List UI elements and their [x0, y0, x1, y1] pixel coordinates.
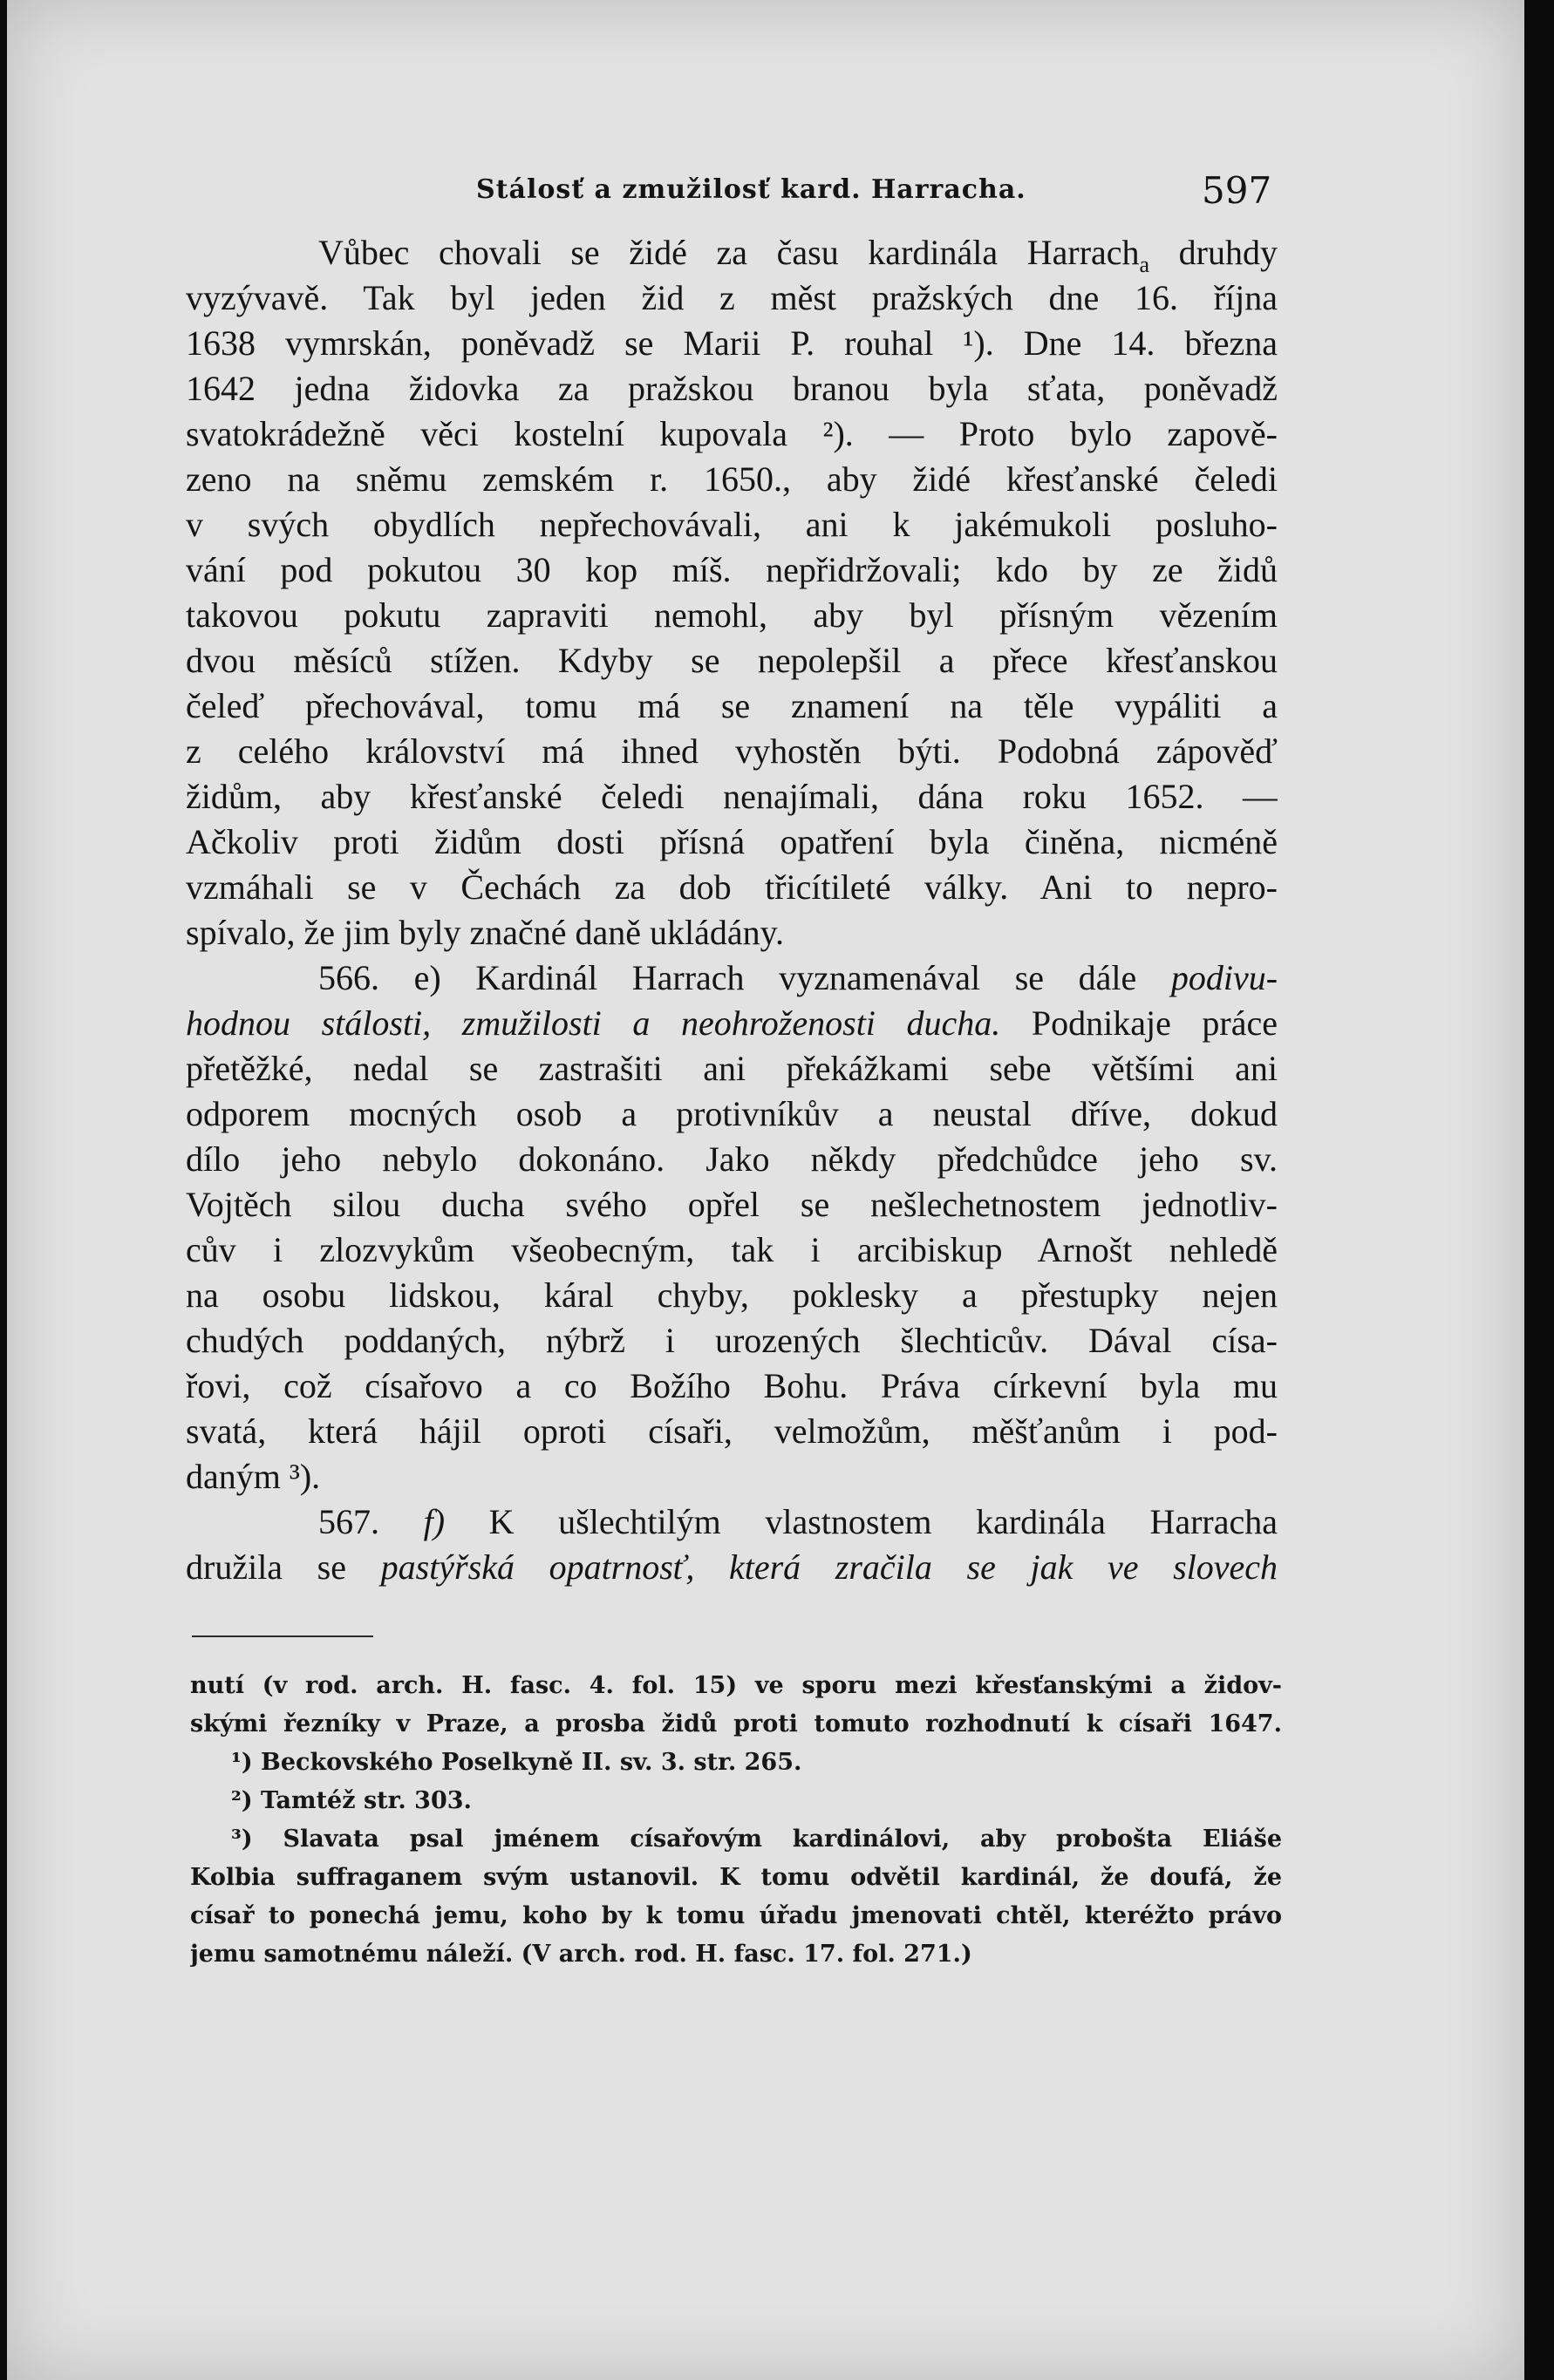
text-line: 1638 vymrskán, poněvadž se Marii P. rouhal ¹). Dne 14. března: [186, 323, 1278, 363]
book-page: [7, 0, 1524, 2380]
text-line: z celého království má ihned vyhostěn býti. Podobná zápověď: [186, 731, 1278, 771]
text-line: vzmáhali se v Čechách za dob třicítileté války. Ani to nepro-: [186, 867, 1278, 907]
text-line: cův i zlozvykům všeobecným, tak i arcibiskup Arnošt nehledě: [186, 1230, 1278, 1269]
text-line: na osobu lidskou, káral chyby, poklesky a přestupky nejen: [186, 1275, 1278, 1315]
footnote-line: Kolbia suffraganem svým ustanovil. K tomu odvětil kardinál, že doufá, že: [190, 1864, 1282, 1891]
page-number: 597: [1202, 169, 1272, 212]
footnote-line: ²) Tamtéž str. 303.: [231, 1787, 472, 1814]
body-text: [186, 230, 1278, 1590]
text-line: vání pod pokutou 30 kop míš. nepřidržovali; kdo by ze židů: [186, 550, 1278, 589]
footnote-line: nutí (v rod. arch. H. fasc. 4. fol. 15) ve sporu mezi křesťanskými a židov-: [190, 1672, 1282, 1699]
text-line: svatá, která hájil oproti císaři, velmožům, měšťanům i pod-: [186, 1411, 1278, 1451]
text-line: takovou pokutu zapraviti nemohl, aby byl přísným vězením: [186, 595, 1278, 635]
text-line: 567. f) K ušlechtilým vlastnostem kardinála Harracha: [318, 1502, 1278, 1541]
text-line: zeno na sněmu zemském r. 1650., aby židé křesťanské čeledi: [186, 459, 1278, 499]
text-line: řovi, což císařovo a co Božího Bohu. Práva církevní byla mu: [186, 1366, 1278, 1405]
footnote-line: císař to ponechá jemu, koho by k tomu úřadu jmenovati chtěl, kteréžto právo: [190, 1902, 1282, 1929]
text-line: svatokrádežně věci kostelní kupovala ²). — Proto bylo zapově-: [186, 414, 1278, 453]
text-line: odporem mocných osob a protivníkův a neustal dříve, dokud: [186, 1094, 1278, 1133]
footnote-line: skými řezníky v Praze, a prosba židů proti tomuto rozhodnutí k císaři 1647.: [190, 1710, 1282, 1737]
text-line: židům, aby křesťanské čeledi nenajímali, dána roku 1652. —: [186, 777, 1278, 816]
text-line: Vůbec chovali se židé za času kardinála Harrach$_a$ druhdy: [318, 233, 1278, 275]
text-line: v svých obydlích nepřechovávali, ani k jakémukoli posluho-: [186, 505, 1278, 544]
footnote-divider: [192, 1635, 373, 1637]
text-line: 1642 jedna židovka za pražskou branou byla sťata, poněvadž: [186, 369, 1278, 408]
text-line: Ačkoliv proti židům dosti přísná opatření byla činěna, nicméně: [186, 822, 1278, 861]
text-line: čeleď přechovával, tomu má se znamení na těle vypáliti a: [186, 686, 1278, 725]
footnote-line: ¹) Beckovského Poselkyně II. sv. 3. str. 265.: [231, 1749, 802, 1776]
text-line: spívalo, že jim byly značné daně ukládány.: [186, 913, 785, 952]
footnotes: [190, 1667, 1282, 1974]
text-line: přetěžké, nedal se zastrašiti ani překážkami sebe většími ani: [186, 1049, 1278, 1088]
footnote-line: ³) Slavata psal jménem císařovým kardinálovi, aby probošta Eliáše: [231, 1826, 1282, 1853]
text-line: vyzývavě. Tak byl jeden žid z měst pražských dne 16. října: [186, 278, 1278, 317]
text-line: chudých poddaných, nýbrž i urozených šlechticův. Dával císa-: [186, 1321, 1278, 1360]
text-line: 566. e) Kardinál Harrach vyznamenával se dále podivu-: [318, 958, 1278, 997]
text-line: hodnou stálosti, zmužilosti a neohroženosti ducha. Podnikaje práce: [186, 1003, 1278, 1043]
text-line: Vojtěch silou ducha svého opřel se nešlechetnostem jednotliv-: [186, 1185, 1278, 1224]
text-line: daným ³).: [186, 1457, 321, 1496]
running-title: Stálosť a zmužilosť kard. Harracha.: [476, 174, 1026, 205]
text-line: družila se pastýřská opatrnosť, která zračila se jak ve slovech: [186, 1547, 1278, 1587]
scan-border: [1524, 0, 1554, 2380]
text-line: dílo jeho nebylo dokonáno. Jako někdy předchůdce jeho sv.: [186, 1139, 1278, 1179]
footnote-line: jemu samotnému náleží. (V arch. rod. H. fasc. 17. fol. 271.): [190, 1941, 972, 1968]
page-header: [7, 169, 1289, 227]
text-line: dvou měsíců stížen. Kdyby se nepolepšil a přece křesťanskou: [186, 641, 1278, 680]
